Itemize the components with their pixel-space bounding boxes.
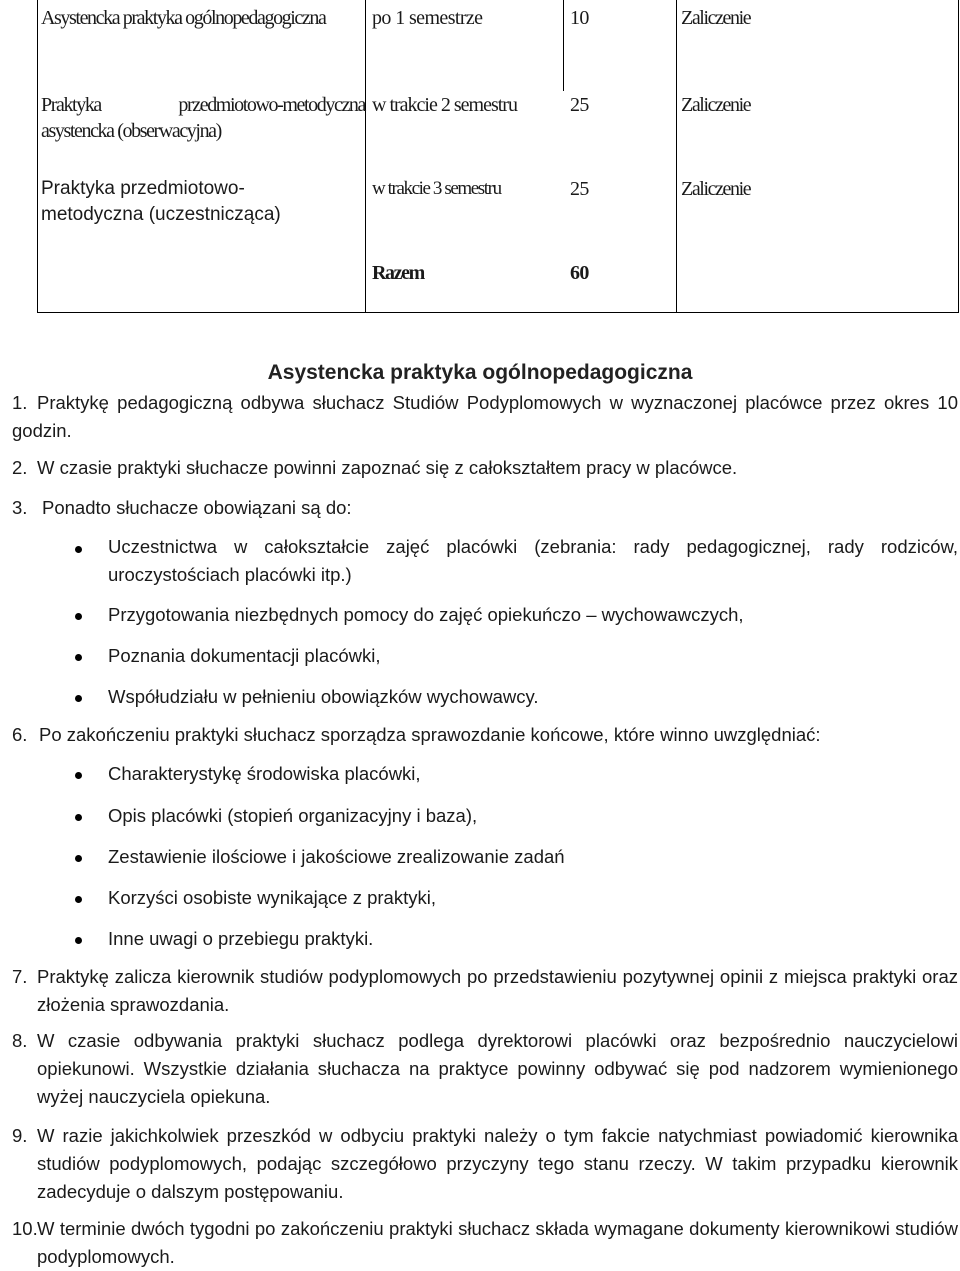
bullet-icon bbox=[75, 695, 82, 702]
practice-table bbox=[37, 0, 959, 313]
practice-period: po 1 semestrze bbox=[372, 7, 483, 29]
duty-item: Poznania dokumentacji placówki, bbox=[108, 645, 381, 666]
list-item bbox=[12, 721, 958, 749]
table-row bbox=[41, 176, 363, 228]
bullet-icon bbox=[75, 613, 82, 620]
bullet-icon bbox=[75, 772, 82, 779]
report-item: Opis placówki (stopień organizacyjny i baza), bbox=[108, 805, 478, 826]
list-item bbox=[12, 494, 958, 522]
bullet-icon bbox=[75, 937, 82, 944]
table-divider bbox=[365, 0, 366, 313]
item-text: Praktykę pedagogiczną odbywa słuchacz Studiów Podyplomowych w wyznaczonej placówce przez okres 10 godzin. bbox=[12, 392, 958, 441]
table-row bbox=[41, 5, 363, 31]
bullet-icon bbox=[75, 546, 82, 553]
total-label: Razem bbox=[372, 262, 424, 284]
total-value: 60 bbox=[570, 262, 589, 284]
practice-name-part: metodyczna (uczestnicząca) bbox=[41, 204, 281, 225]
practice-name-part: asystencka (obserwacyjna) bbox=[41, 120, 221, 142]
list-item bbox=[12, 454, 958, 482]
practice-name-part: przedmiotowo-metodyczna bbox=[178, 94, 365, 116]
list-item bbox=[12, 1122, 958, 1206]
report-item: Charakterystykę środowiska placówki, bbox=[108, 763, 421, 784]
report-item: Inne uwagi o przebiegu praktyki. bbox=[108, 928, 374, 949]
item-text: W terminie dwóch tygodni po zakończeniu praktyki słuchacz składa wymagane dokumenty kierownikowi studiów podyplomowych. bbox=[37, 1218, 958, 1267]
practice-form: Zaliczenie bbox=[681, 7, 751, 29]
list-item bbox=[12, 389, 958, 445]
duty-item: Przygotowania niezbędnych pomocy do zajęć opiekuńczo – wychowawczych, bbox=[108, 604, 744, 625]
item-number: 10. bbox=[12, 1218, 38, 1239]
practice-name-part: Praktyka przedmiotowo- bbox=[41, 178, 245, 199]
item-text: Po zakończeniu praktyki słuchacz sporządza sprawozdanie końcowe, które winno uwzględniać: bbox=[39, 724, 821, 745]
item-number: 9. bbox=[12, 1125, 28, 1146]
list-item bbox=[12, 1215, 958, 1271]
bullet-icon bbox=[75, 896, 82, 903]
bullet-icon bbox=[75, 654, 82, 661]
table-row bbox=[41, 92, 363, 144]
practice-name: Asystencka praktyka ogólnopedagogiczna bbox=[41, 7, 326, 29]
item-text: Praktykę zalicza kierownik studiów podyplomowych po przedstawieniu pozytywnej opinii z miejsca praktyki oraz złożenia sprawozdania. bbox=[37, 966, 958, 1015]
practice-period: w trakcie 3 semestru bbox=[372, 178, 501, 199]
item-number: 3. bbox=[12, 497, 28, 518]
bullet-icon bbox=[75, 814, 82, 821]
item-text: W czasie odbywania praktyki słuchacz podlega dyrektorowi placówki oraz bezpośrednio nauczycielowi opiekunowi. Wszystkie działania słuchacza na praktyce powinny odbywać się pod nadzorem wymienionego wyżej nauczyciela opiekuna. bbox=[37, 1030, 958, 1107]
item-number: 6. bbox=[12, 724, 28, 745]
practice-period: w trakcie 2 semestru bbox=[372, 94, 517, 116]
table-divider bbox=[563, 0, 564, 91]
item-number: 7. bbox=[12, 966, 28, 987]
item-text: Ponadto słuchacze obowiązani są do: bbox=[42, 497, 352, 518]
practice-name-part: Praktyka bbox=[41, 94, 101, 116]
item-number: 1. bbox=[12, 392, 28, 413]
list-item bbox=[12, 1027, 958, 1111]
list-item bbox=[12, 963, 958, 1019]
practice-hours: 25 bbox=[570, 94, 589, 116]
practice-hours: 25 bbox=[570, 178, 589, 200]
duty-item: Uczestnictwa w całokształcie zajęć placówki (zebrania: rady pedagogicznej, rady rodziców, uroczystościach placówki itp.) bbox=[108, 536, 958, 585]
bullet-icon bbox=[75, 855, 82, 862]
practice-form: Zaliczenie bbox=[681, 178, 751, 200]
practice-form: Zaliczenie bbox=[681, 94, 751, 116]
report-item: Korzyści osobiste wynikające z praktyki, bbox=[108, 887, 436, 908]
practice-hours: 10 bbox=[570, 7, 589, 29]
table-divider bbox=[676, 0, 677, 313]
duty-item: Współudziału w pełnieniu obowiązków wychowawcy. bbox=[108, 686, 539, 707]
report-item: Zestawienie ilościowe i jakościowe zrealizowanie zadań bbox=[108, 846, 565, 867]
item-text: W czasie praktyki słuchacze powinni zapoznać się z całokształtem pracy w placówce. bbox=[37, 457, 738, 478]
item-number: 2. bbox=[12, 457, 28, 478]
item-text: W razie jakichkolwiek przeszkód w odbyciu praktyki należy o tym fakcie natychmiast powiadomić kierownika studiów podyplomowych, podając szczegółowo przyczyny tego stanu rzeczy. W takim przypadku kierownik zadecyduje o dalszym postępowaniu. bbox=[37, 1125, 958, 1202]
section-heading: Asystencka praktyka ogólnopedagogiczna bbox=[267, 361, 693, 384]
item-number: 8. bbox=[12, 1030, 28, 1051]
